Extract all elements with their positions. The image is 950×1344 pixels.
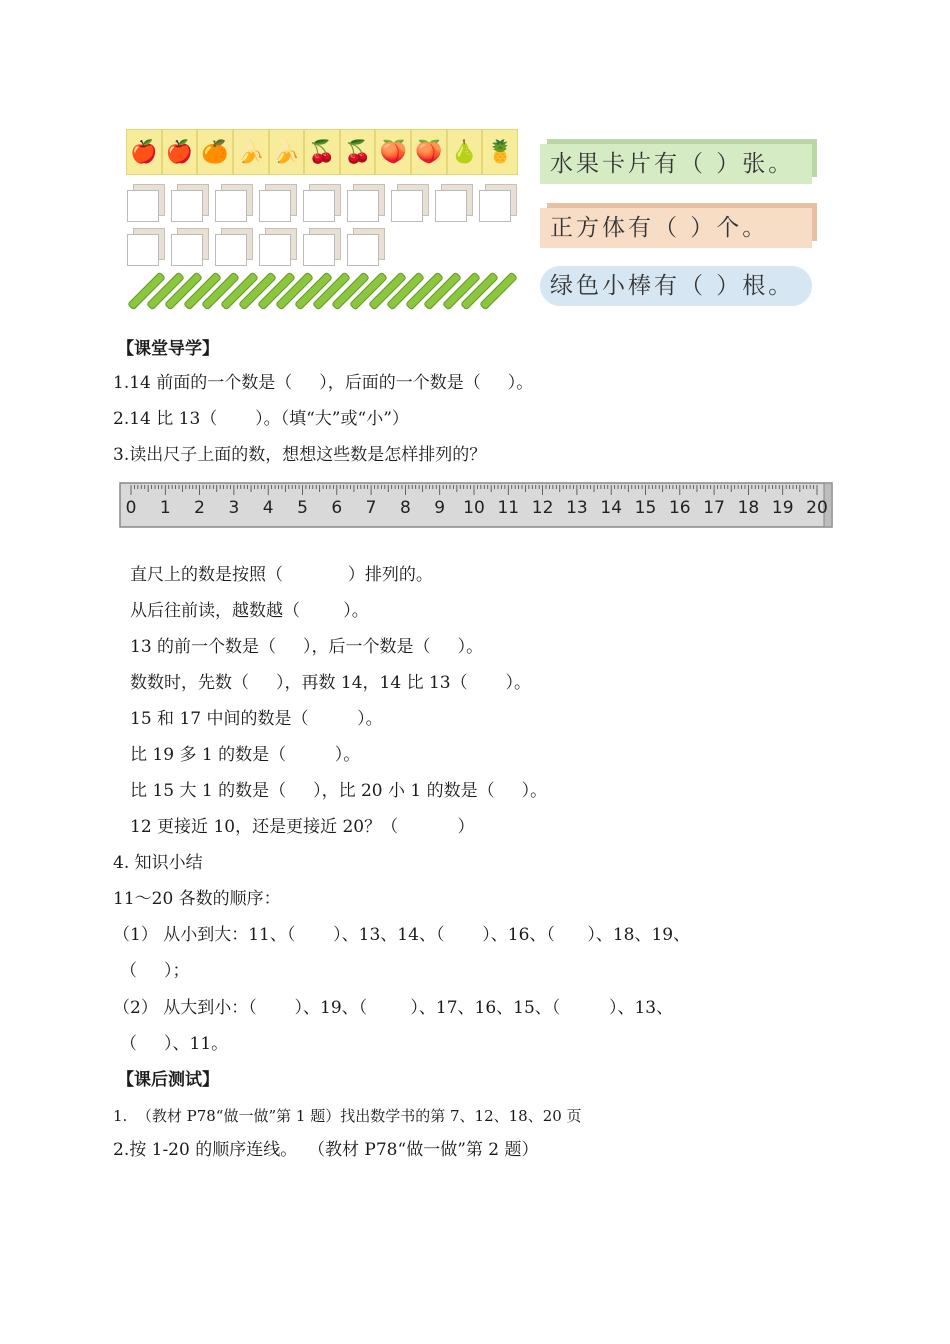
ruler-question-7: 比 15 大 1 的数是（ ），比 20 小 1 的数是（ ）。	[130, 781, 548, 801]
ruler-number: 11	[497, 498, 520, 518]
banner-green-sticks: 绿色小棒有（ ）根。	[540, 266, 812, 306]
ruler-number: 6	[331, 498, 343, 518]
banana-icon: 🍌	[237, 139, 265, 165]
cube	[479, 190, 511, 222]
cube	[303, 190, 335, 222]
ruler	[118, 481, 836, 529]
fruit-cards	[126, 129, 518, 175]
ruler-number: 8	[399, 498, 411, 518]
peach-icon: 🍑	[379, 139, 407, 165]
ruler-number: 18	[737, 498, 760, 518]
pear-card	[447, 129, 483, 175]
ruler-number: 13	[566, 498, 588, 518]
peach-card	[375, 129, 411, 175]
apple-card	[162, 129, 198, 175]
ruler-question-1: 直尺上的数是按照（ ）排列的。	[130, 565, 433, 585]
pineapple-card	[482, 129, 518, 175]
pomegranate-card	[340, 129, 376, 175]
summary-ascending-cont: （ ）；	[120, 961, 190, 981]
question-2: 2.14 比 13（ ）。（填“大”或“小”）	[113, 409, 409, 429]
banana-card	[233, 129, 269, 175]
cube	[259, 234, 291, 266]
summary-title: 4. 知识小结	[113, 853, 203, 873]
cube	[127, 190, 159, 222]
cube	[171, 190, 203, 222]
ruler-question-2: 从后往前读，越数越（ ）。	[130, 601, 369, 621]
ruler-number: 12	[531, 498, 554, 518]
ruler-number: 20	[806, 498, 828, 518]
pomegranate-icon: 🍒	[308, 139, 336, 165]
cube	[435, 190, 467, 222]
ruler-number: 1	[159, 498, 171, 518]
cube	[303, 234, 335, 266]
ruler-question-4: 数数时，先数（ ），再数 14，14 比 13（ ）。	[130, 673, 531, 693]
question-1: 1.14 前面的一个数是（ ），后面的一个数是（ ）。	[113, 373, 534, 393]
test-question-1: 1. （教材 P78“做一做”第 1 题）找出数学书的第 7、12、18、20 页	[113, 1107, 582, 1125]
orange-icon: 🍊	[201, 139, 229, 165]
ruler-number: 17	[703, 498, 725, 518]
ruler-number: 19	[771, 498, 794, 518]
peach-card	[411, 129, 447, 175]
ruler-number: 7	[365, 498, 377, 518]
ruler-number: 10	[463, 498, 485, 518]
pear-icon: 🍐	[450, 139, 479, 165]
test-question-2: 2.按 1-20 的顺序连线。 （教材 P78“做一做”第 2 题）	[113, 1140, 539, 1160]
cube	[259, 190, 291, 222]
ruler-number: 16	[668, 498, 691, 518]
pomegranate-icon: 🍒	[343, 139, 372, 165]
ruler-question-3: 13 的前一个数是（ ），后一个数是（ ）。	[130, 637, 484, 657]
ruler-number: 2	[194, 498, 206, 518]
section-title-class-guide: 【课堂导学】	[117, 339, 219, 359]
summary-descending-cont: （ ）、11。	[120, 1034, 229, 1054]
ruler-question-5: 15 和 17 中间的数是（ ）。	[130, 709, 383, 729]
apple-card	[126, 129, 162, 175]
banner-fruit-cards: 水果卡片有（ ）张。	[540, 144, 812, 184]
ruler-question-6: 比 19 多 1 的数是（ ）。	[130, 745, 361, 765]
question-3: 3.读出尺子上面的数，想想这些数是怎样排列的？	[113, 445, 487, 465]
cube	[215, 234, 247, 266]
banner-cubes: 正方体有（ ）个。	[540, 208, 812, 248]
summary-subtitle: 11～20 各数的顺序：	[113, 889, 281, 909]
cube	[171, 234, 203, 266]
apple-icon: 🍎	[130, 139, 158, 165]
ruler-number: 15	[634, 498, 657, 518]
banana-icon: 🍌	[272, 139, 301, 165]
pineapple-icon: 🍍	[486, 139, 514, 165]
summary-ascending: （1） 从小到大：11、（ ）、13、14、（ ）、16、（ ）、18、19、	[113, 925, 691, 945]
apple-icon: 🍎	[165, 139, 194, 165]
ruler-question-8: 12 更接近 10，还是更接近 20？（ ）	[130, 817, 475, 837]
ruler-number: 3	[228, 498, 240, 518]
ruler-number: 5	[297, 498, 308, 518]
cube	[215, 190, 247, 222]
ruler-number: 0	[125, 498, 137, 518]
cube	[391, 190, 423, 222]
cube	[347, 234, 379, 266]
pomegranate-card	[304, 129, 340, 175]
cube	[127, 234, 159, 266]
cube	[347, 190, 379, 222]
orange-card	[197, 129, 233, 175]
section-title-after-class-test: 【课后测试】	[117, 1070, 219, 1090]
ruler-number: 4	[262, 498, 274, 518]
summary-descending: （2） 从大到小：（ ）、19、（ ）、17、16、15、（ ）、13、	[113, 998, 674, 1018]
ruler-number: 14	[600, 498, 623, 518]
banana-card	[269, 129, 305, 175]
ruler-number: 9	[434, 498, 446, 518]
peach-icon: 🍑	[415, 139, 443, 165]
